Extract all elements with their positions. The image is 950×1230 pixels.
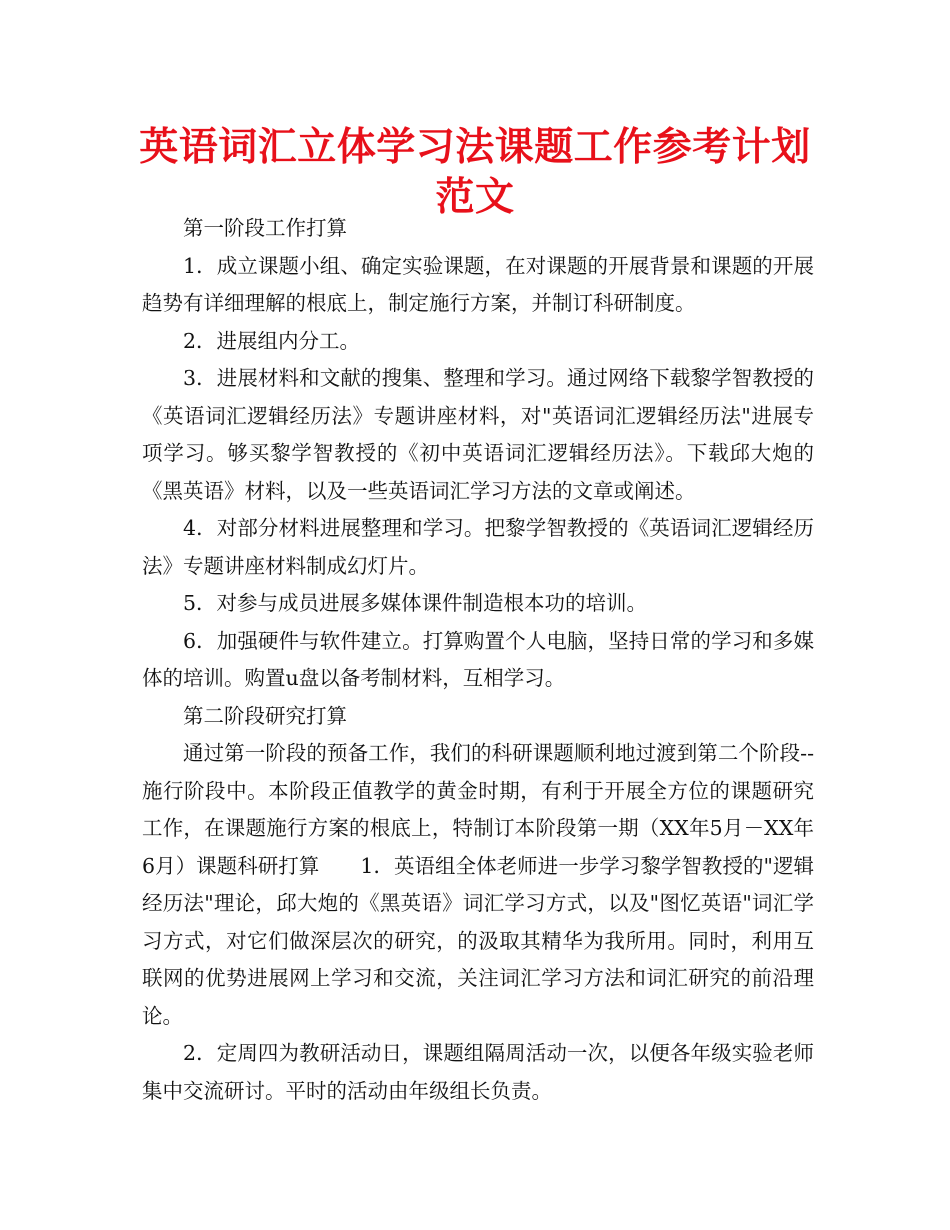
paragraph-stage-two-intro: 通过第一阶段的预备工作，我们的科研课题顺利地过渡到第二个阶段--施行阶段中。本阶段正值教学的黄金时期，有利于开展全方位的课题研究工作，在课题施行方案的根底上，特制订本阶段第一期（XX年5月－XX年6月）课题科研打算 1．英语组全体老师进一步学习黎学智教授的"逻辑经历法"理论，邱大炮的《黑英语》词汇学习方式，以及"图忆英语"词汇学习方式，对它们做深层次的研究，的汲取其精华为我所用。同时，利用互联网的优势进展网上学习和交流，关注词汇学习方法和词汇研究的前沿理论。 (142, 741, 814, 1028)
paragraph-stage-two-heading: 第二阶段研究打算 (183, 703, 347, 728)
document-title: 英语词汇立体学习法课题工作参考计划范文 (139, 124, 811, 220)
paragraph-item-3: 3．进展材料和文献的搜集、整理和学习。通过网络下载黎学智教授的《英语词汇逻辑经历法》专题讲座材料，对"英语词汇逻辑经历法"进展专项学习。够买黎学智教授的《初中英语词汇逻辑经历法》。下载邱大炮的《黑英语》材料，以及一些英语词汇学习方法的文章或阐述。 (142, 366, 814, 503)
paragraph-item-6: 6．加强硬件与软件建立。打算购置个人电脑，坚持日常的学习和多媒体的培训。购置u盘以备考制材料，互相学习。 (142, 628, 814, 690)
document-body (142, 210, 814, 1110)
paragraph-item-5: 5．对参与成员进展多媒体课件制造根本功的培训。 (183, 591, 648, 615)
paragraph-stage-two-item-2: 2．定周四为教研活动日，课题组隔周活动一次，以便各年级实验老师集中交流研讨。平时的活动由年级组长负责。 (142, 1041, 814, 1103)
paragraph-stage-one-heading: 第一阶段工作打算 (183, 216, 347, 240)
paragraph-item-2: 2．进展组内分工。 (183, 328, 361, 353)
paragraph-item-1: 1．成立课题小组、确定实验课题，在对课题的开展背景和课题的开展趋势有详细理解的根底上，制定施行方案，并制订科研制度。 (142, 253, 814, 315)
paragraph-item-4: 4．对部分材料进展整理和学习。把黎学智教授的《英语词汇逻辑经历法》专题讲座材料制成幻灯片。 (142, 516, 814, 578)
